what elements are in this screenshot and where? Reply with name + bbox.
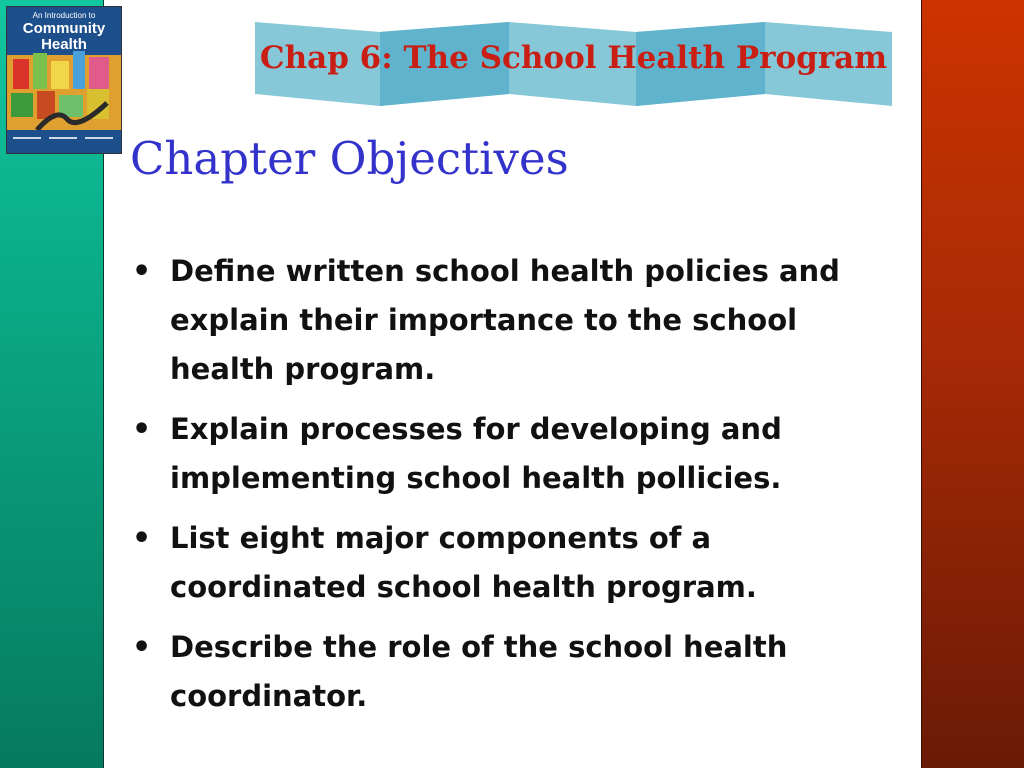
right-decorative-bar: [921, 0, 1024, 768]
list-item: [128, 405, 898, 503]
bullet-icon: •: [132, 630, 152, 665]
bullet-text: Define written school health policies and explain their importance to the school health program.: [170, 254, 840, 386]
bullet-text: Describe the role of the school health coordinator.: [170, 630, 788, 713]
slide-title: Chapter Objectives: [130, 132, 569, 185]
bullet-icon: •: [132, 521, 152, 556]
book-cover-frame: [6, 6, 120, 152]
banner-title: Chap 6: The School Health Program: [259, 40, 888, 76]
book-cover-image: [6, 6, 122, 154]
objectives-list: [128, 247, 898, 732]
book-title-word-2: Health: [41, 36, 87, 53]
bullet-text: List eight major components of a coordinated school health program.: [170, 521, 757, 604]
list-item: [128, 623, 898, 721]
book-title-word-1: Community: [22, 20, 106, 37]
list-item: [128, 514, 898, 612]
bullet-text: Explain processes for developing and implementing school health pollicies.: [170, 412, 782, 495]
list-item: [128, 247, 898, 394]
bullet-icon: •: [132, 412, 152, 447]
book-subtitle: An Introduction to: [32, 11, 96, 20]
bullet-icon: •: [132, 254, 152, 289]
